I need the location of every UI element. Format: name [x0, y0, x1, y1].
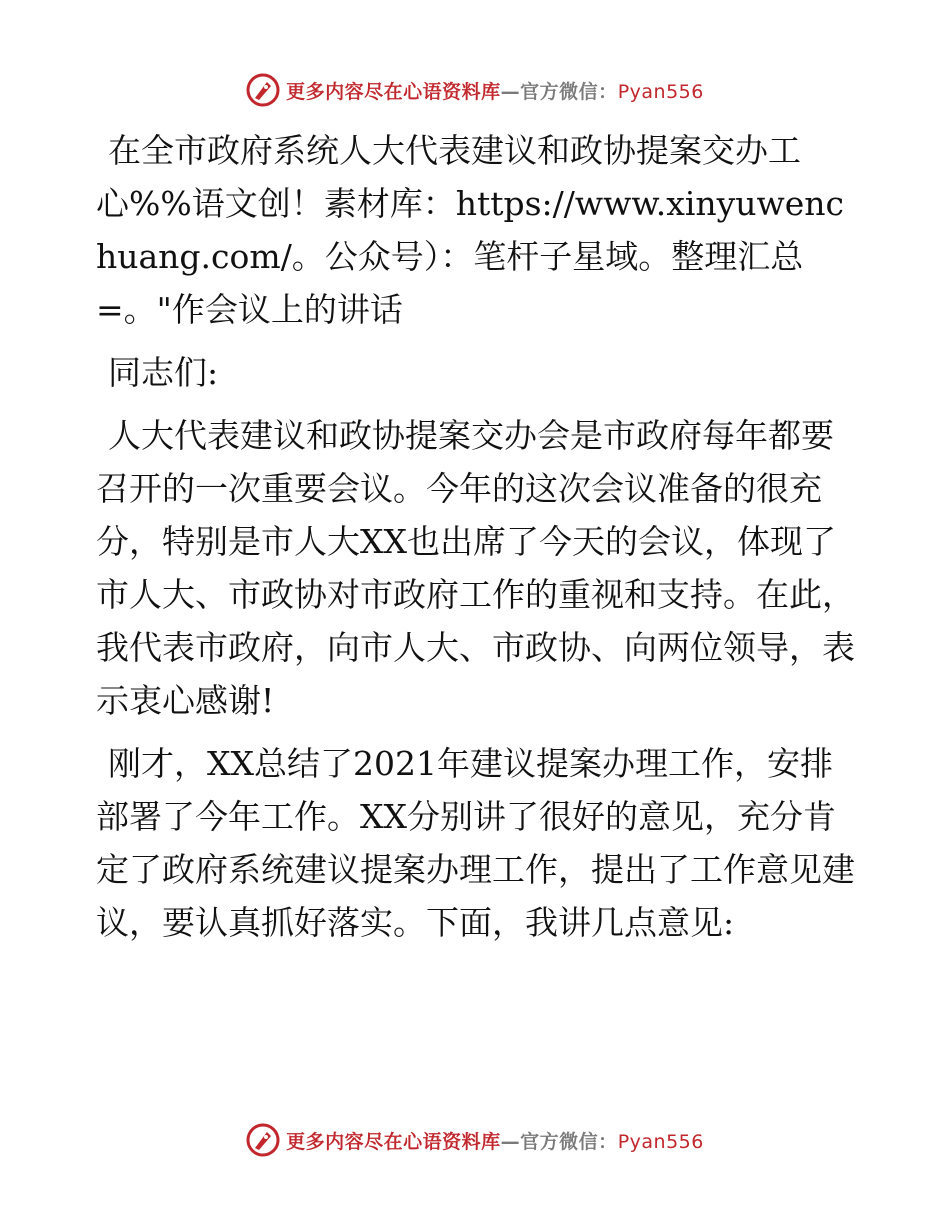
watermark-footer [0, 1122, 950, 1158]
watermark-wechat-id: Pyan556 [617, 1130, 704, 1153]
pen-nib-logo-icon [246, 1123, 280, 1157]
watermark-brand: 更多内容尽在心语资料库 [286, 1130, 501, 1153]
paragraph-1: 人大代表建议和政协提案交办会是市政府每年都要召开的一次重要会议。今年的这次会议准备的很充分，特别是市人大XX也出席了今天的会议，体现了市人大、市政协对市政府工作的重视和支持。在此，我代表市政府，向市人大、市政协、向两位领导，表示衷心感谢! [96, 416, 855, 720]
watermark-separator: — [500, 1130, 521, 1153]
document-title: 在全市政府系统人大代表建议和政协提案交办工心%%语文创！素材库：https://www.xinyuwenchuang.com/。公众号）：笔杆子星域。整理汇总=。"作会议上的讲话 [96, 131, 845, 329]
watermark-colon: ： [598, 80, 618, 103]
paragraph-2: 刚才，XX总结了2021年建议提案办理工作，安排部署了今年工作。XX分别讲了很好的意见，充分肯定了政府系统建议提案办理工作，提出了工作意见建议，要认真抓好落实。下面，我讲几点意见: [96, 744, 855, 942]
watermark-colon: ： [598, 1130, 618, 1153]
watermark-separator: — [500, 80, 521, 103]
salutation: 同志们: [108, 353, 219, 392]
watermark-text [286, 1127, 704, 1154]
pen-nib-logo-icon [246, 73, 280, 107]
watermark-brand: 更多内容尽在心语资料库 [286, 80, 501, 103]
document-body [96, 124, 856, 959]
watermark-text [286, 77, 704, 104]
watermark-wechat-id: Pyan556 [617, 80, 704, 103]
watermark-header [0, 72, 950, 108]
watermark-official: 官方微信 [520, 80, 599, 103]
watermark-official: 官方微信 [520, 1130, 599, 1153]
